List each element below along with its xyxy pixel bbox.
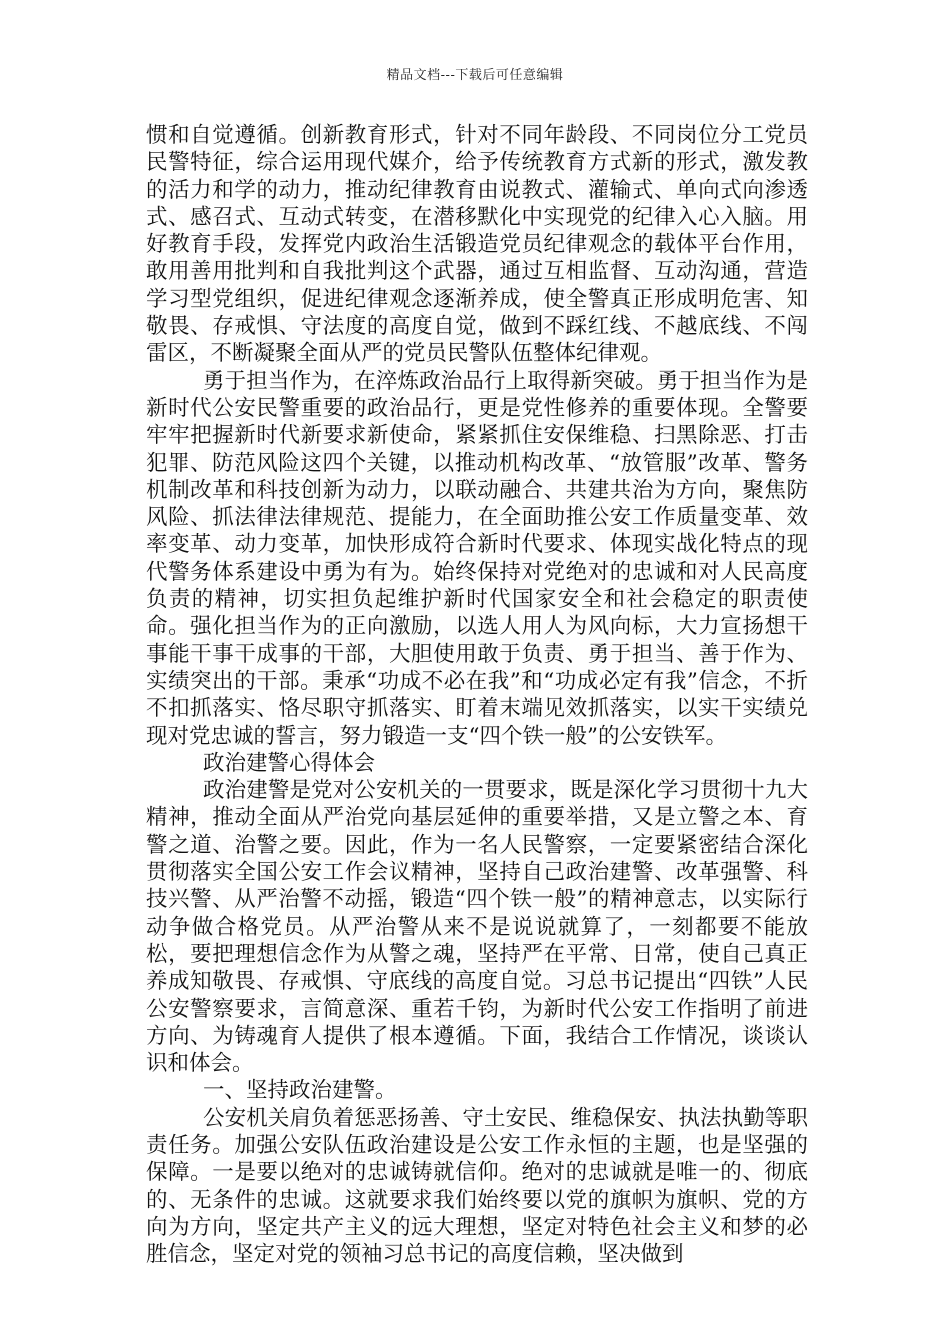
paragraph-discipline-education: 惯和自觉遵循。创新教育形式，针对不同年龄段、不同岗位分工党员民警特征，综合运用现代媒介，给予传统教育方式新的形式，激发教的活力和学的动力，推动纪律教育由说教式、灌输式、单向式向渗透式、感召式、互动式转变，在潜移默化中实现党的纪律入心入脑。用好教育手段，发挥党内政治生活锻造党员纪律观念的载体平台作用，敢用善用批判和自我批判这个武器，通过互相监督、互动沟通，营造学习型党组织，促进纪律观念逐渐养成，使全警真正形成明危害、知敬畏、存戒惧、守法度的高度自觉，做到不踩红线、不越底线、不闯雷区，不断凝聚全面从严的党员民警队伍整体纪律观。 xyxy=(146,123,808,367)
paragraph-political-policing: 政治建警是党对公安机关的一贯要求，既是深化学习贯彻十九大精神，推动全面从严治党向基层延伸的重要举措，又是立警之本、育警之道、治警之要。因此，作为一名人民警察，一定要紧密结合深化贯彻落实全国公安工作会议精神，坚持自己政治建警、改革强警、科技兴警、从严治警不动摇，锻造“四个铁一般”的精神意志，以实际行动争做合格党员。从严治警从来不是说说就算了，一刻都要不能放松，要把理想信念作为从警之魂，坚持严在平常、日常，使自己真正养成知敬畏、存戒惧、守底线的高度自觉。习总书记提出“四铁”人民公安警察要求，言简意深、重若千钧，为新时代公安工作指明了前进方向、为铸魂育人提供了根本遵循。下面，我结合工作情况，谈谈认识和体会。 xyxy=(146,778,808,1077)
page-header: 精品文档---下载后可任意编辑 xyxy=(386,68,564,83)
paragraph-responsibility: 勇于担当作为，在淬炼政治品行上取得新突破。勇于担当作为是新时代公安民警重要的政治品行，更是党性修养的重要体现。全警要牢牢把握新时代新要求新使命，紧紧抓住安保维稳、扫黑除恶、打击犯罪、防范风险这四个关键，以推动机构改革、“放管服”改革、警务机制改革和科技创新为动力，以联动融合、共建共治为方向，聚焦防风险、抓法律法律规范、提能力，在全面助推公安工作质量变革、效率变革、动力变革，加快形成符合新时代要求、体现实战化特点的现代警务体系建设中勇为有为。始终保持对党绝对的忠诚和对人民高度负责的精神，切实担负起维护新时代国家安全和社会稳定的职责使命。强化担当作为的正向激励，以选人用人为风向标，大力宣扬想干事能干事干成事的干部，大胆使用敢于负责、勇于担当、善于作为、实绩突出的干部。秉承“功成不必在我”和“功成必定有我”信念，不折不扣抓落实、恪尽职守抓落实、盯着末端见效抓落实，以实干实绩兑现对党忠诚的誓言，努力锻造一支“四个铁一般”的公安铁军。 xyxy=(146,368,808,749)
section-heading-one: 一、坚持政治建警。 xyxy=(203,1078,397,1104)
section-title: 政治建警心得体会 xyxy=(203,750,376,776)
document-body xyxy=(146,122,808,1268)
paragraph-loyalty: 公安机关肩负着惩恶扬善、守土安民、维稳保安、执法执勤等职责任务。加强公安队伍政治建设是公安工作永恒的主题，也是坚强的保障。一是要以绝对的忠诚铸就信仰。绝对的忠诚就是唯一的、彻底的、无条件的忠诚。这就要求我们始终要以党的旗帜为旗帜、党的方向为方向，坚定共产主义的远大理想，坚定对特色社会主义和梦的必胜信念，坚定对党的领袖习总书记的高度信赖，坚决做到 xyxy=(146,1105,808,1268)
